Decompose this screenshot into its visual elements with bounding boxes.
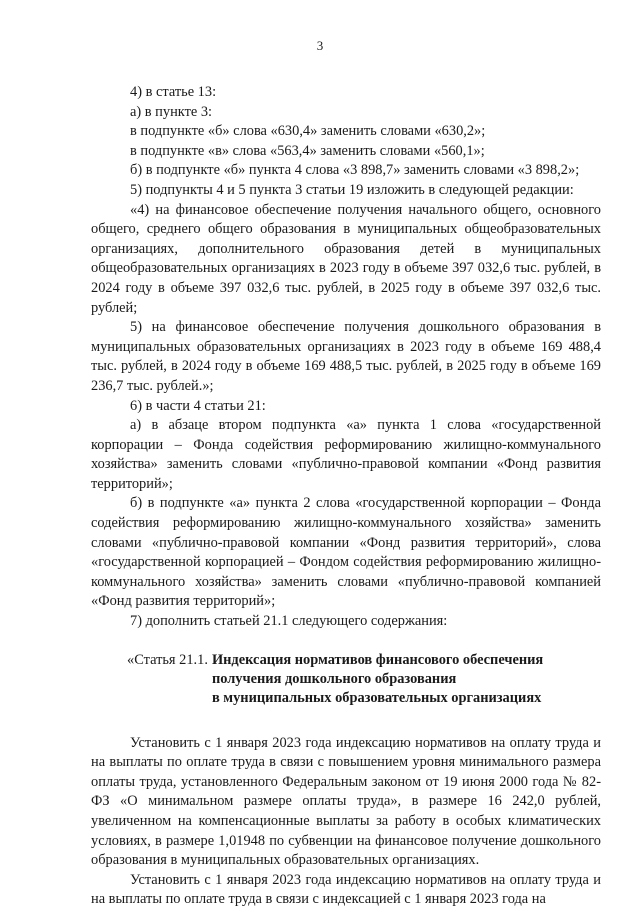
article-title-line: Индексация нормативов финансового обеспечения [211,651,544,668]
paragraph: 4) в статье 13: [130,84,217,100]
article-label: «Статья 21.1. [127,651,208,668]
article-title-line: в муниципальных образовательных организациях [211,689,542,706]
article-heading [91,651,601,708]
article-title [212,651,543,708]
paragraph: а) в абзаце втором подпункта «а» пункта 1 слова «государственной корпорации – Фонда содействия реформированию жилищно-коммунального хозяйства» заменить словами «публично-правовой компании «Фонд развития территорий»; [91,417,601,492]
paragraph: б) в подпункте «б» пункта 4 слова «3 898,7» заменить словами «3 898,2»; [130,162,580,179]
paragraph: в подпункте «б» слова «630,4» заменить словами «630,2»; [130,123,486,140]
paragraph: Установить с 1 января 2023 года индексацию нормативов на оплату труда и на выплаты по оплате труда в связи с повышением уровня минимального размера оплаты труда, установленного Федеральным законом от 19 июня 2000 года № 82-ФЗ «О минимальном размере оплаты труда», в размере 16 242,0 рублей, увеличенном на компенсационные выплаты за работу в особых климатических условиях, в размере 1,01948 по субвенции на финансовое получение дошкольного образования в муниципальных образовательных организациях. [91,734,601,869]
paragraph: Установить с 1 января 2023 года индексацию нормативов на оплату труда и на выплаты по оплате труда в связи с индексацией с 1 января 2023 года на [91,871,601,908]
page-number: 3 [316,38,324,53]
paragraph: 5) подпункты 4 и 5 пункта 3 статьи 19 изложить в следующей редакции: [130,181,574,198]
paragraph: 6) в части 4 статьи 21: [130,397,266,414]
paragraph: б) в подпункте «а» пункта 2 слова «государственной корпорации – Фонда содействия реформированию жилищно-коммунального хозяйства» заменить словами «публично-правовой компании «Фонд развития территорий», слова «государственной корпорацией – Фондом содействия реформированию жилищно-коммунального хозяйства» заменить словами «публично-правовой компанией «Фонд развития территорий»; [91,495,601,610]
paragraph: «4) на финансовое обеспечение получения начального общего, основного общего, среднего общего образования в муниципальных общеобразовательных организациях, дополнительного образования детей в муниципальных общеобразовательных организациях в 2023 году в объеме 397 032,6 тыс. рублей, в 2024 году в объеме 397 032,6 тыс. рублей, в 2025 году в объеме 397 032,6 тыс. рублей; [91,201,601,316]
document-body [91,83,601,910]
article-text [91,734,601,910]
amendments-list [91,83,601,632]
paragraph: в подпункте «в» слова «563,4» заменить словами «560,1»; [130,142,485,159]
paragraph: 5) на финансовое обеспечение получения дошкольного образования в муниципальных образовательных организациях в 2023 году в объеме 169 488,4 тыс. рублей, в 2024 году в объеме 169 488,5 тыс. рублей, в 2025 году в объеме 169 236,7 тыс. рублей.»; [91,319,601,394]
article-title-line: получения дошкольного образования [211,670,457,687]
paragraph: а) в пункте 3: [130,103,213,120]
paragraph: 7) дополнить статьей 21.1 следующего содержания: [130,613,448,630]
